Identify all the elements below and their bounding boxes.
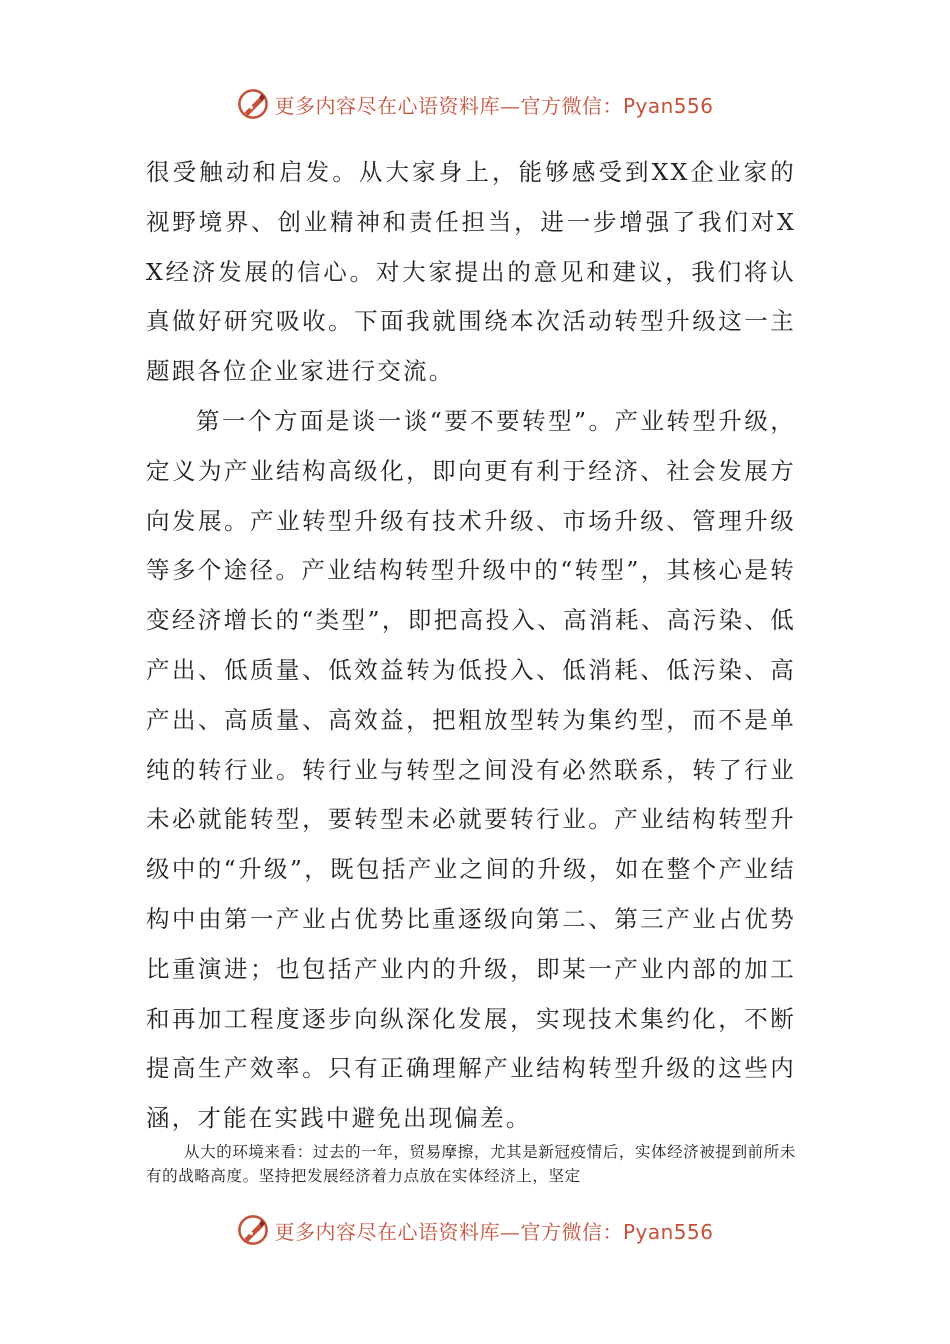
paragraph-1: 很受触动和启发。从大家身上，能够感受到XX企业家的视野境界、创业精神和责任担当，进一步增强了我们对XX经济发展的信心。对大家提出的意见和建议，我们将认真做好研究吸收。下面我就围绕本次活动转型升级这一主题跟各位企业家进行交流。 (146, 158, 796, 386)
bottom-banner (0, 1210, 950, 1250)
top-banner (0, 84, 950, 124)
banner-title: 更多内容尽在心语资料库 (274, 1219, 500, 1244)
banner-separator: — (499, 1219, 521, 1244)
banner-title: 更多内容尽在心语资料库 (274, 93, 500, 118)
banner-wechat: 官方微信：Pyan556 (520, 1219, 714, 1244)
paragraph-3: 从大的环境来看：过去的一年，贸易摩擦，尤其是新冠疫情后，实体经济被提到前所未有的战略高度。坚持把发展经济着力点放在实体经济上，坚定 (146, 1143, 796, 1185)
banner-wechat: 官方微信：Pyan556 (520, 93, 714, 118)
pen-nib-logo-icon (236, 87, 270, 121)
pen-nib-logo-icon (236, 1213, 270, 1247)
banner-text (274, 1216, 713, 1245)
document-body (146, 148, 796, 1144)
banner-separator: — (499, 93, 521, 118)
banner-text (274, 90, 713, 119)
paragraph-2: 第一个方面是谈一谈“要不要转型”。产业转型升级，定义为产业结构高级化，即向更有利于经济、社会发展方向发展。产业转型升级有技术升级、市场升级、管理升级等多个途径。产业结构转型升级中的“转型”，其核心是转变经济增长的“类型”，即把高投入、高消耗、高污染、低产出、低质量、低效益转为低投入、低消耗、低污染、高产出、高质量、高效益，把粗放型转为集约型，而不是单纯的转行业。转行业与转型之间没有必然联系，转了行业未必就能转型，要转型未必就要转行业。产业结构转型升级中的“升级”，既包括产业之间的升级，如在整个产业结构中由第一产业占优势比重逐级向第二、第三产业占优势比重演进；也包括产业内的升级，即某一产业内部的加工和再加工程度逐步向纵深化发展，实现技术集约化，不断提高生产效率。只有正确理解产业结构转型升级的这些内涵，才能在实践中避免出现偏差。 (146, 406, 796, 1133)
